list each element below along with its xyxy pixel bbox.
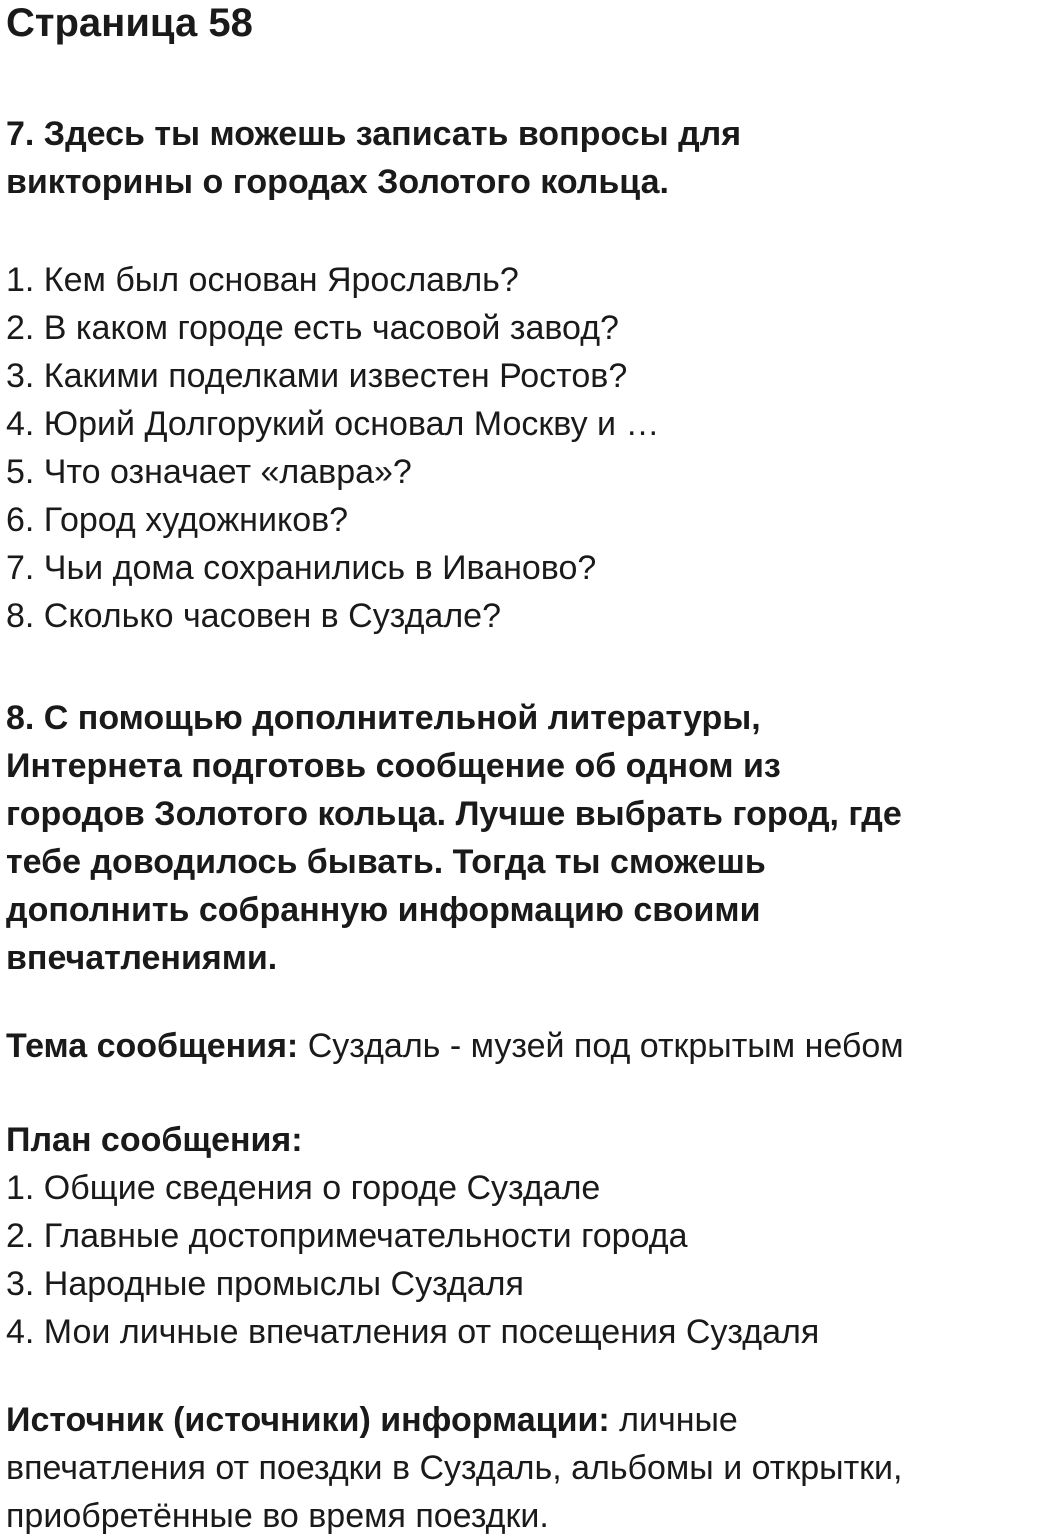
plan-item: 2. Главные достопримечательности города <box>6 1217 688 1255</box>
quiz-question: 1. Кем был основан Ярославль? <box>6 261 519 299</box>
information-sources-value: личные <box>609 1401 738 1439</box>
task-8-line: дополнить собранную информацию своими <box>6 891 761 929</box>
information-sources-label: Источник (источники) информации: <box>6 1401 610 1439</box>
plan-item: 4. Мои личные впечатления от посещения Суздаля <box>6 1313 820 1351</box>
message-topic <box>6 1022 1062 1070</box>
message-topic-value: Суздаль - музей под открытым небом <box>298 1027 904 1065</box>
page-title: Страница 58 <box>6 1 253 45</box>
plan-item: 3. Народные промыслы Суздаля <box>6 1265 524 1303</box>
quiz-question: 6. Город художников? <box>6 501 349 539</box>
information-sources-line: впечатления от поездки в Суздаль, альбомы и открытки, <box>6 1449 903 1487</box>
task-8-line: впечатлениями. <box>6 939 278 977</box>
information-sources <box>6 1396 1062 1540</box>
quiz-question: 8. Сколько часовен в Суздале? <box>6 597 501 635</box>
information-sources-line: приобретённые во время поездки. <box>6 1497 549 1535</box>
quiz-question: 2. В каком городе есть часовой завод? <box>6 309 619 347</box>
quiz-question: 3. Какими поделками известен Ростов? <box>6 357 628 395</box>
task-8-line: тебе доводилось бывать. Тогда ты сможешь <box>6 843 766 881</box>
quiz-question: 5. Что означает «лавра»? <box>6 453 412 491</box>
plan-item: 1. Общие сведения о городе Суздале <box>6 1169 601 1207</box>
message-plan-label: План сообщения: <box>6 1121 303 1159</box>
quiz-questions-list <box>6 256 1062 640</box>
task-8-line: городов Золотого кольца. Лучше выбрать город, где <box>6 795 902 833</box>
task-7-line: викторины о городах Золотого кольца. <box>6 163 669 201</box>
task-8-heading <box>6 694 1062 982</box>
message-topic-label: Тема сообщения: <box>6 1027 299 1065</box>
message-plan <box>6 1116 1062 1356</box>
quiz-question: 4. Юрий Долгорукий основал Москву и … <box>6 405 660 443</box>
task-8-line: 8. С помощью дополнительной литературы, <box>6 699 761 737</box>
task-7-heading <box>6 110 1062 206</box>
task-7-line: 7. Здесь ты можешь записать вопросы для <box>6 115 742 153</box>
task-8-line: Интернета подготовь сообщение об одном из <box>6 747 781 785</box>
quiz-question: 7. Чьи дома сохранились в Иваново? <box>6 549 597 587</box>
